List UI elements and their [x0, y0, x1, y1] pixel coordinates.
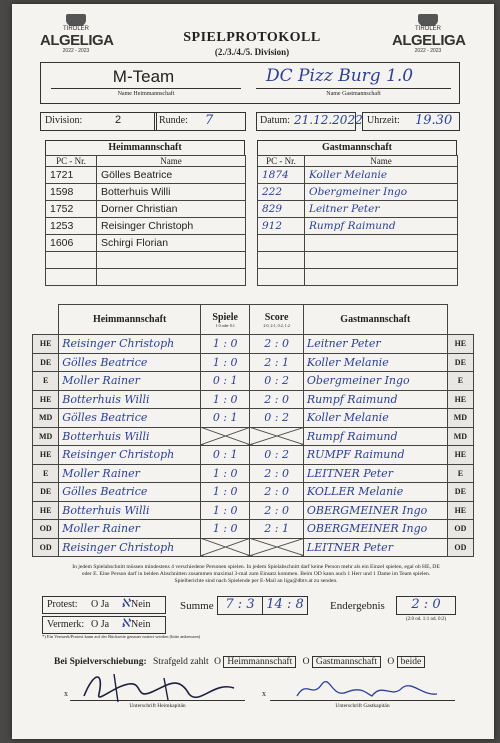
game-row	[33, 446, 474, 465]
game-score[interactable]: 0 : 2	[250, 372, 304, 391]
game-row	[33, 520, 474, 539]
home-sign-caption: Unterschrift Heimkapitän	[129, 703, 186, 709]
radio-icon: O	[214, 657, 221, 667]
home-roster-title: Heimmannschaft	[45, 140, 245, 155]
player-name[interactable]: Botterhuis Willi	[97, 184, 246, 201]
game-row	[33, 501, 474, 520]
player-name[interactable]	[97, 252, 246, 269]
guest-roster-title: Gastmannschaft	[257, 140, 457, 155]
game-score[interactable]	[250, 538, 304, 557]
home-roster-table: PC - Nr. Name 1721 Gölles Beatrice 1598 Botterhuis Willi 1752 Dorner Christian 1253 Reisinger Christoph 1606 Schirgi Florian	[45, 155, 246, 286]
player-pc-number[interactable]: 1606	[46, 235, 97, 252]
game-legs[interactable]: 1 : 0	[201, 520, 250, 539]
final-result-label: Endergebnis	[330, 600, 385, 612]
round-value[interactable]: 7	[205, 113, 214, 128]
game-guest-player[interactable]: Koller Melanie	[303, 353, 447, 372]
player-name[interactable]: Koller Melanie	[305, 167, 458, 184]
player-pc-number[interactable]: 912	[258, 218, 305, 235]
game-category: DE	[447, 353, 473, 372]
game-legs[interactable]	[201, 538, 250, 557]
page-title: SPIELPROTOKOLL	[183, 30, 321, 45]
player-name[interactable]: Schirgi Florian	[97, 235, 246, 252]
player-name[interactable]	[305, 269, 458, 286]
game-score[interactable]: 2 : 1	[250, 353, 304, 372]
roster-row	[258, 167, 458, 184]
postponement-both-option[interactable]: beide	[397, 656, 426, 668]
game-category: HE	[447, 446, 473, 465]
checkmark-icon: ℵ	[121, 616, 130, 630]
game-legs[interactable]: 0 : 1	[201, 372, 250, 391]
roster-row	[46, 184, 246, 201]
game-home-player[interactable]: Botterhuis Willi	[59, 501, 201, 520]
game-legs[interactable]: 1 : 0	[201, 353, 250, 372]
game-category: OD	[33, 538, 59, 557]
vermerk-yes-option[interactable]: O Ja	[91, 619, 110, 630]
vermerk-no-option[interactable]: Nein	[131, 619, 151, 630]
game-row	[33, 464, 474, 483]
player-pc-number[interactable]: 1598	[46, 184, 97, 201]
game-score[interactable]: 2 : 0	[250, 464, 304, 483]
roster-row	[258, 252, 458, 269]
game-row	[33, 483, 474, 502]
vermerk-box: Vermerk: O Ja ℵ Nein	[42, 616, 166, 634]
radio-icon: O	[302, 657, 310, 667]
game-category: E	[33, 372, 59, 391]
page-subtitle: (2./3./4./5. Division)	[214, 47, 290, 57]
date-box: Datum: 21.12.2022	[256, 112, 356, 131]
game-score[interactable]: 2 : 0	[250, 483, 304, 502]
guest-captain-signature[interactable]	[292, 674, 442, 704]
game-guest-player[interactable]: Rumpf Raimund	[303, 427, 447, 446]
player-pc-number[interactable]: 1874	[258, 167, 305, 184]
game-category: MD	[33, 427, 59, 446]
postponement-row: Bei Spielverschiebung: Strafgeld zahlt O Heimmannschaft O Gastmannschaft O beide	[54, 657, 425, 667]
guest-team-caption: Name Gastmannschaft	[326, 91, 381, 97]
game-home-player[interactable]: Reisinger Christoph	[59, 335, 201, 354]
game-legs[interactable]: 1 : 0	[201, 464, 250, 483]
home-team-name[interactable]: M-Team	[112, 67, 175, 86]
game-home-player[interactable]: Moller Rainer	[59, 464, 201, 483]
game-legs[interactable]: 1 : 0	[201, 390, 250, 409]
crest-icon	[66, 14, 86, 26]
final-result-box	[396, 596, 456, 615]
player-pc-number[interactable]	[258, 235, 305, 252]
games-section	[32, 304, 474, 557]
final-result-hint: (2:0 od. 1:1 od. 0:2)	[406, 617, 446, 622]
sign-x-home: x	[64, 689, 68, 698]
sum-score-value[interactable]: 14 : 8	[266, 597, 304, 612]
game-home-player[interactable]: Moller Rainer	[59, 520, 201, 539]
game-score[interactable]: 2 : 0	[250, 501, 304, 520]
game-category: MD	[447, 409, 473, 428]
roster-row	[258, 184, 458, 201]
game-legs[interactable]: 0 : 1	[201, 409, 250, 428]
roster-row	[258, 235, 458, 252]
teams-box	[40, 62, 460, 104]
game-score[interactable]: 0 : 2	[250, 409, 304, 428]
game-legs[interactable]: 1 : 0	[201, 483, 250, 502]
player-name[interactable]: Rumpf Raimund	[305, 218, 458, 235]
game-row	[33, 409, 474, 428]
game-score[interactable]	[250, 427, 304, 446]
game-score[interactable]: 2 : 0	[250, 390, 304, 409]
game-category: HE	[447, 335, 473, 354]
roster-row	[46, 252, 246, 269]
player-pc-number[interactable]	[46, 269, 97, 286]
player-name[interactable]: Dorner Christian	[97, 201, 246, 218]
sum-legs-box	[217, 596, 263, 615]
game-home-player[interactable]: Reisinger Christoph	[59, 538, 201, 557]
game-category: E	[447, 372, 473, 391]
rules-text: In jedem Spielabschnitt müssen mindestens 4 verschiedene Personen spielen. In jedem Spielabschnitt darf keine Person mehr als ein Einzel spielen, egal ob HE, DE oder E. Eine Person darf in beiden Abschnitten zusammen maximal 3-mal zum Einsatz kommen. Beim OD kann auch 1 Herr und 1 Dame im Team spielen. Spielberichte sind nach Spielende per E-Mail an liga@dbtv.at zu senden.	[72, 564, 440, 584]
game-score[interactable]: 2 : 1	[250, 520, 304, 539]
game-category: MD	[33, 409, 59, 428]
game-legs[interactable]: 0 : 1	[201, 446, 250, 465]
player-pc-number[interactable]: 1721	[46, 167, 97, 184]
roster-row	[258, 201, 458, 218]
game-category: HE	[33, 446, 59, 465]
game-row	[33, 538, 474, 557]
game-guest-player[interactable]: OBERGMEINER Ingo	[303, 501, 447, 520]
player-name[interactable]	[97, 269, 246, 286]
league-logo-left: TIROLER ALGELIGA 2022 - 2023	[40, 14, 112, 60]
player-pc-number[interactable]: 829	[258, 201, 305, 218]
game-category: HE	[33, 390, 59, 409]
guest-team-line	[256, 88, 451, 89]
game-category: E	[33, 464, 59, 483]
roster-row	[258, 269, 458, 286]
player-pc-number[interactable]: 222	[258, 184, 305, 201]
home-captain-signature[interactable]	[74, 666, 244, 708]
game-guest-player[interactable]: Leitner Peter	[303, 335, 447, 354]
home-team-caption: Name Heimmannschaft	[117, 91, 175, 97]
home-roster	[45, 140, 246, 286]
game-home-player[interactable]: Botterhuis Willi	[59, 427, 201, 446]
guest-sign-caption: Unterschrift Gastkapitän	[335, 703, 390, 709]
game-guest-player[interactable]: LEITNER Peter	[303, 538, 447, 557]
game-guest-player[interactable]: Obergmeiner Ingo	[303, 372, 447, 391]
game-row	[33, 390, 474, 409]
game-guest-player[interactable]: KOLLER Melanie	[303, 483, 447, 502]
game-home-player[interactable]: Gölles Beatrice	[59, 483, 201, 502]
game-guest-player[interactable]: Koller Melanie	[303, 409, 447, 428]
protest-yes-option[interactable]: O Ja	[91, 599, 110, 610]
final-result-value[interactable]: 2 : 0	[411, 597, 441, 612]
game-category: DE	[447, 483, 473, 502]
round-box: Runde: 7	[154, 112, 246, 131]
division-box: Division: 2	[40, 112, 157, 131]
player-pc-number[interactable]	[46, 252, 97, 269]
game-guest-player[interactable]: LEITNER Peter	[303, 464, 447, 483]
sum-legs-value[interactable]: 7 : 3	[225, 597, 255, 612]
game-row	[33, 335, 474, 354]
roster-row	[46, 201, 246, 218]
player-pc-number[interactable]: 1752	[46, 201, 97, 218]
time-box: Uhrzeit: 19.30	[362, 112, 460, 131]
game-guest-player[interactable]: OBERGMEINER Ingo	[303, 520, 447, 539]
game-home-player[interactable]: Gölles Beatrice	[59, 409, 201, 428]
games-table: Heimmannschaft Spiele 1:0 oder 0:1 Score 2:0, 2:1, 0:2, 1:2 Gastmannschaft HE Reisinger Christoph 1 : 0 2 : 0 Leitner Peter HE DE Gölles Beatrice 1 : 0 2 : 1 Koller Melanie DE E Moller Rainer 0 : 1 0 : 2 Obergmeiner Ingo E HE Botterhuis Willi 1 : 0 2 : 0 Rumpf Raimund HE MD Gölles Beatrice 0 : 1 0 : 2 Koller Melanie MD MD Botterhuis Willi Rumpf Raimund MD HE Reisinger Christoph 0 : 1 0 : 2 RUMPF Raimund HE E Moller Rainer 1 : 0 2 : 0 LEITNER Peter E DE Gölles Beatrice 1 : 0 2 : 0 KOLLER Melanie DE HE Botterhuis Willi 1 : 0 2 : 0 OBERGMEINER Ingo HE OD Moller Rainer 1 : 0 2 : 1 OBERGMEINER Ingo OD OD Reisinger Christoph LEITNER Peter OD	[32, 304, 474, 557]
date-value[interactable]: 21.12.2022	[294, 113, 363, 127]
game-category: HE	[447, 390, 473, 409]
game-score[interactable]: 2 : 0	[250, 335, 304, 354]
crest-icon	[418, 14, 438, 26]
score-sheet	[12, 4, 494, 739]
game-guest-player[interactable]: Rumpf Raimund	[303, 390, 447, 409]
game-home-player[interactable]: Botterhuis Willi	[59, 390, 201, 409]
player-name[interactable]	[305, 235, 458, 252]
sign-x-guest: x	[262, 689, 266, 698]
game-category: E	[447, 464, 473, 483]
guest-roster-table: PC - Nr. Name 1874 Koller Melanie 222 Obergmeiner Ingo 829 Leitner Peter 912 Rumpf Raimund	[257, 155, 458, 286]
guest-team-name[interactable]: DC Pizz Burg 1.0	[266, 66, 414, 86]
radio-icon: O	[387, 657, 395, 667]
player-pc-number[interactable]: 1253	[46, 218, 97, 235]
player-name[interactable]: Gölles Beatrice	[97, 167, 246, 184]
player-pc-number[interactable]	[258, 252, 305, 269]
game-row	[33, 353, 474, 372]
roster-row	[46, 269, 246, 286]
home-team-line	[51, 88, 241, 89]
roster-row	[46, 167, 246, 184]
game-category: HE	[33, 335, 59, 354]
footnote: *) Ein Vermerk/Protest kann auf der Rückseite genauer notiert werden (bitte ankreuzen)	[42, 634, 201, 639]
game-category: HE	[447, 501, 473, 520]
postponement-home-option[interactable]: Heimmannschaft	[223, 656, 296, 668]
game-legs[interactable]	[201, 427, 250, 446]
time-value[interactable]: 19.30	[415, 113, 453, 128]
game-category: OD	[33, 520, 59, 539]
player-name[interactable]: Reisinger Christoph	[97, 218, 246, 235]
protest-no-option[interactable]: Nein	[131, 599, 151, 610]
player-name[interactable]	[305, 252, 458, 269]
postponement-guest-option[interactable]: Gastmannschaft	[312, 656, 381, 668]
sum-label: Summe	[180, 600, 214, 612]
game-category: DE	[33, 483, 59, 502]
roster-row	[46, 218, 246, 235]
game-row	[33, 372, 474, 391]
player-pc-number[interactable]	[258, 269, 305, 286]
game-category: MD	[447, 427, 473, 446]
league-logo-right: TIROLER ALGELIGA 2022 - 2023	[392, 14, 464, 60]
game-home-player[interactable]: Gölles Beatrice	[59, 353, 201, 372]
game-home-player[interactable]: Reisinger Christoph	[59, 446, 201, 465]
game-category: OD	[447, 520, 473, 539]
roster-row	[258, 218, 458, 235]
game-category: DE	[33, 353, 59, 372]
protest-box: Protest: O Ja ℵ Nein	[42, 596, 166, 614]
player-name[interactable]: Leitner Peter	[305, 201, 458, 218]
player-name[interactable]: Obergmeiner Ingo	[305, 184, 458, 201]
game-category: HE	[33, 501, 59, 520]
division-value[interactable]: 2	[115, 114, 122, 126]
game-legs[interactable]: 1 : 0	[201, 501, 250, 520]
game-home-player[interactable]: Moller Rainer	[59, 372, 201, 391]
sum-score-box	[262, 596, 308, 615]
checkmark-icon: ℵ	[121, 596, 130, 610]
game-guest-player[interactable]: RUMPF Raimund	[303, 446, 447, 465]
game-category: OD	[447, 538, 473, 557]
guest-roster	[257, 140, 458, 286]
game-legs[interactable]: 1 : 0	[201, 335, 250, 354]
roster-row	[46, 235, 246, 252]
game-row	[33, 427, 474, 446]
game-score[interactable]: 0 : 2	[250, 446, 304, 465]
